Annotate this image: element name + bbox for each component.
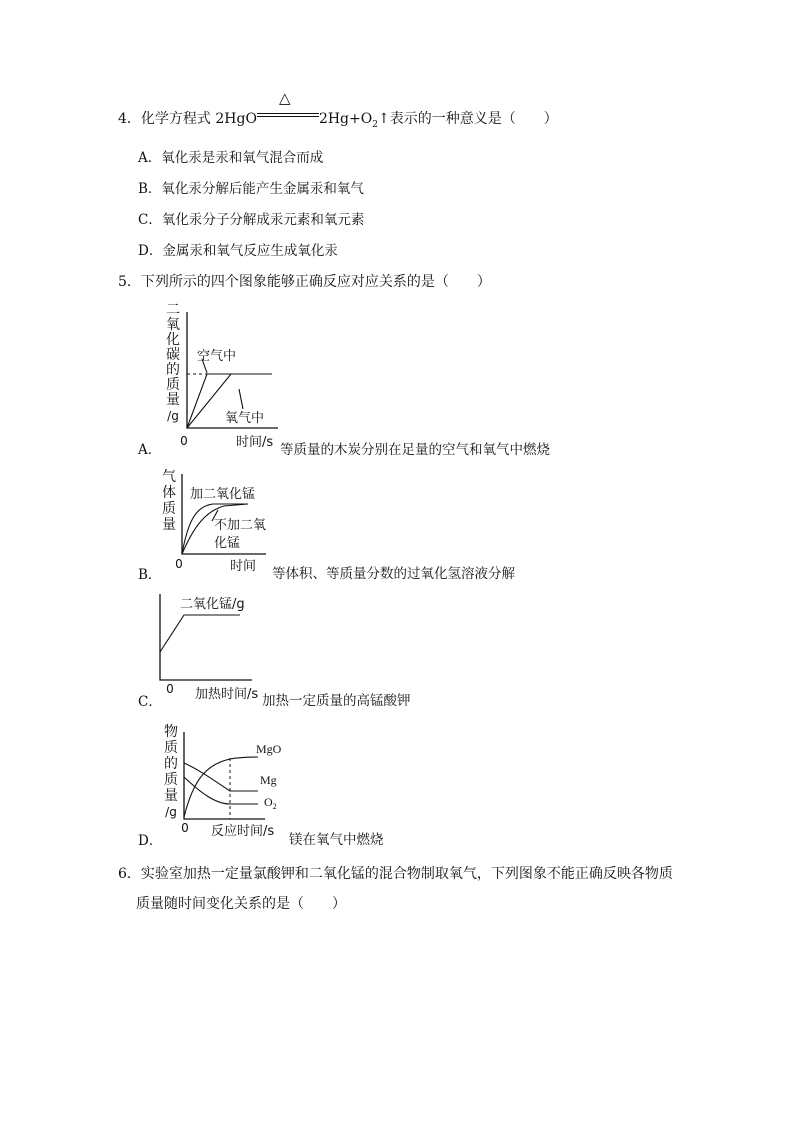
graph-a-ylabel-char: 化: [166, 332, 180, 348]
graph-c-origin: 0: [166, 682, 174, 696]
graph-a-ylabel-char: 碳: [166, 347, 180, 363]
option-b-letter: B．: [138, 567, 162, 583]
graph-a-ylabel-char: /g: [167, 409, 179, 423]
option-d-description: 镁在氧气中燃烧: [289, 832, 384, 848]
q4-option-c: C．氧化汞分子分解成汞元素和氧元素: [138, 212, 365, 228]
graph-a-xlabel: 时间/s: [236, 435, 274, 450]
graph-d-axes: [184, 732, 265, 819]
heat-triangle-icon: △: [278, 89, 291, 107]
gas-arrow-icon: ↑: [377, 111, 390, 127]
graph-b-ylabel-char: 体: [162, 485, 176, 501]
graph-a-series-label-oxygen: 氧气中: [225, 411, 265, 426]
graph-b-ylabel-char: 质: [162, 501, 176, 517]
graph-d-o2-text: O: [264, 795, 273, 809]
question-number: 4．: [118, 111, 141, 127]
graph-b-ylabel-char: 量: [162, 517, 176, 533]
graph-b-series-label-with: 加二氧化锰: [190, 487, 256, 502]
graph-d-series-label-mg: Mg: [260, 773, 277, 787]
graph-b: [158, 466, 288, 586]
graph-b-xlabel: 时间: [230, 559, 257, 574]
q4-option-b: B．氧化汞分解后能产生金属汞和氧气: [138, 181, 364, 197]
graph-b-series-label-without-1: 不加二氧: [214, 518, 267, 533]
graph-d-xlabel: 反应时间/s: [211, 824, 275, 839]
question-6-stem-line-2: 质量随时间变化关系的是（ ）: [136, 896, 346, 912]
graph-c-ylabel: 二氧化锰/g: [180, 597, 245, 612]
graph-d-origin: 0: [181, 821, 189, 835]
graph-c-xlabel: 加热时间/s: [195, 687, 259, 702]
graph-b-series-label-without-2: 化锰: [214, 536, 241, 551]
heat-condition-sign: [257, 89, 319, 123]
option-b-description: 等体积、等质量分数的过氧化氢溶液分解: [272, 566, 515, 582]
stem-prefix: 化学方程式: [140, 111, 211, 127]
graph-d-ylabel-char: 质: [164, 772, 178, 788]
graph-d-ylabel-char: 的: [164, 756, 178, 772]
graph-d-series-label-mgo: MgO: [256, 742, 282, 756]
option-a-description: 等质量的木炭分别在足量的空气和氧气中燃烧: [280, 442, 550, 458]
option-a-letter: A．: [138, 442, 162, 458]
graph-c: [160, 590, 280, 720]
graph-a: [160, 298, 300, 458]
graph-d-ylabel-char: /g: [165, 805, 177, 819]
graph-a-ylabel-char: 质: [166, 377, 180, 393]
option-d-letter: D．: [138, 833, 163, 849]
graph-a-ylabel-char: 量: [166, 392, 180, 408]
question-6-stem-line-1: 6．实验室加热一定量氯酸钾和二氧化锰的混合物制取氧气，下列图象不能正确反映各物质: [118, 866, 673, 882]
products: 2Hg+O: [318, 111, 373, 127]
graph-b-ylabel-char: 气: [162, 469, 176, 485]
graph-c-line: [160, 615, 240, 652]
graph-a-series-label-air: 空气中: [197, 349, 237, 364]
graph-d: [160, 722, 300, 847]
graph-d-ylabel-char: 物: [164, 724, 178, 740]
reactant: 2HgO: [215, 111, 257, 127]
option-c-letter: C．: [138, 694, 162, 710]
graph-a-ylabel-char: 氧: [166, 317, 180, 333]
graph-d-ylabel-char: 量: [164, 788, 178, 804]
question-5-stem: 5．下列所示的四个图象能够正确反应对应关系的是（ ）: [118, 274, 491, 290]
graph-b-origin: 0: [175, 557, 183, 571]
graph-a-ylabel-char: 的: [166, 362, 180, 378]
graph-d-ylabel-char: 质: [164, 740, 178, 756]
graph-a-pointer-oxygen: [239, 389, 243, 409]
graph-a-origin: 0: [180, 434, 188, 448]
q4-option-a: A．氧化汞是汞和氧气混合而成: [138, 150, 324, 166]
o2-subscript: 2: [372, 119, 378, 130]
option-c-description: 加热一定质量的高锰酸钾: [262, 693, 411, 709]
graph-a-ylabel-char: 二: [166, 302, 180, 318]
q4-option-d: D．金属汞和氧气反应生成氧化汞: [138, 243, 338, 259]
question-4-stem: [118, 89, 558, 130]
graph-d-o2-subscript: 2: [272, 802, 277, 811]
graph-d-series-label-o2: [264, 795, 277, 811]
stem-suffix: 表示的一种意义是（ ）: [389, 111, 558, 127]
